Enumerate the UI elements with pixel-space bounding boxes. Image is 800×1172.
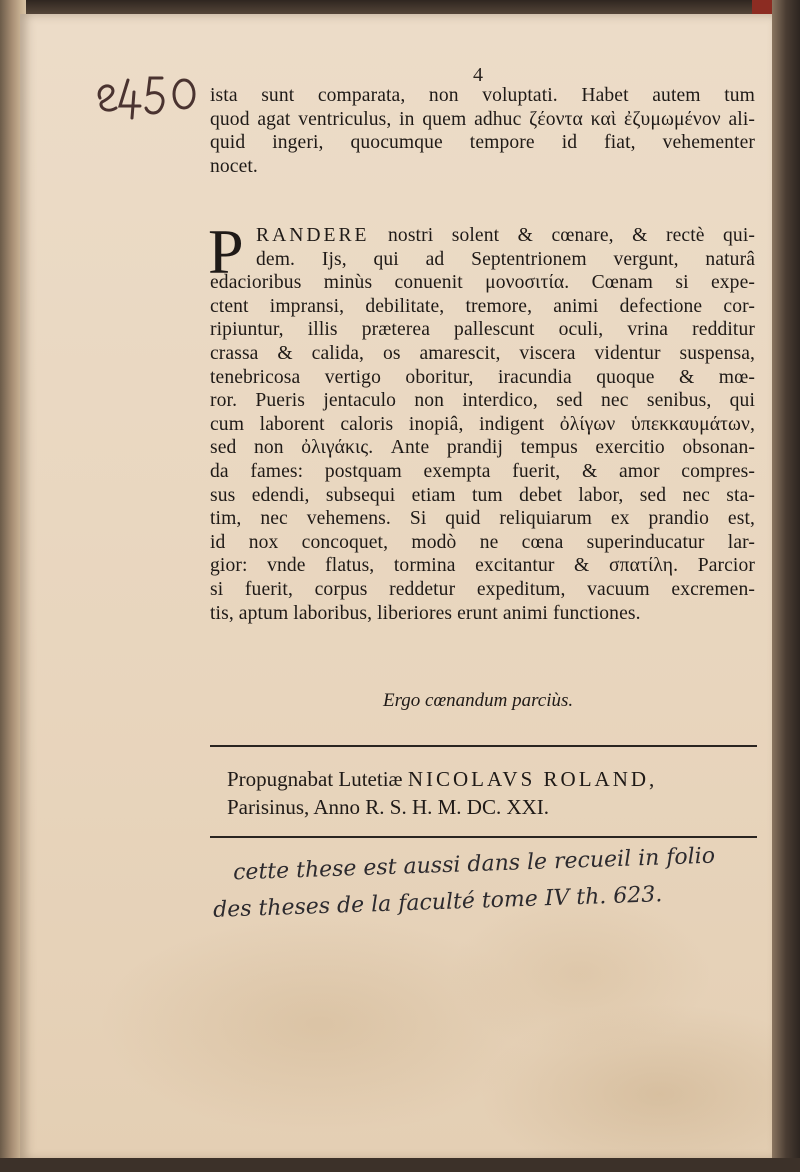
handwritten-line-1: cette these est aussi dans le recueil in folio bbox=[232, 843, 716, 886]
book-right-edge bbox=[772, 0, 800, 1172]
page-number: 4 bbox=[473, 64, 483, 86]
text-line: tis, aptum laboribus, liberiores erunt animi functiones. bbox=[210, 602, 641, 624]
text-line: tenebricosa vertigo oboritur, iracundia quoque & mœ- bbox=[210, 366, 755, 388]
handwritten-line-2: des theses de la faculté tome IV th. 623. bbox=[212, 882, 663, 923]
first-line-rest: nostri solent & cœnare, & rectè qui- bbox=[388, 225, 755, 246]
text-line: ripiuntur, illis præterea pallescunt oculi, vrina redditur bbox=[210, 319, 755, 341]
text-line: crassa & calida, os amarescit, viscera videntur suspensa, bbox=[210, 342, 755, 364]
first-word: RANDERE bbox=[256, 225, 370, 246]
divider-rule bbox=[210, 745, 757, 747]
text-line: ctent impransi, debilitate, tremore, animi defectione cor- bbox=[210, 295, 755, 317]
text-line: da fames: postquam exempta fuerit, & amor compres- bbox=[210, 460, 755, 482]
text-line: id nox concoquet, modò ne cœna superinducatur lar- bbox=[210, 531, 755, 553]
paragraph-2 bbox=[208, 216, 755, 625]
book-bottom-edge bbox=[0, 1158, 800, 1172]
text-line: quid ingeri, quocumque tempore id fiat, vehementer bbox=[210, 132, 755, 154]
text-line: gior: vnde flatus, tormina excitantur & σπατίλη. Parcior bbox=[210, 555, 755, 577]
text-line: sed non ὀλιγάκις. Ante prandij tempus exercitio obsonan- bbox=[210, 437, 755, 459]
text-line: nocet. bbox=[210, 155, 258, 177]
text-line: dem. Ijs, qui ad Septentrionem vergunt, naturâ bbox=[256, 248, 755, 270]
imprint-line-2: Parisinus, Anno R. S. H. M. DC. XXI. bbox=[227, 795, 550, 819]
text-line: si fuerit, corpus reddetur expeditum, vacuum excremen- bbox=[210, 578, 755, 600]
imprint-line-1 bbox=[227, 765, 747, 793]
text-line: tim, nec vehemens. Si quid reliquiarum ex prandio est, bbox=[210, 508, 755, 530]
text-line: quod agat ventriculus, in quem adhuc ζέοντα καὶ ἐζυμωμένον ali- bbox=[210, 108, 755, 130]
text-line: ror. Pueris jentaculo non interdico, sed nec senibus, qui bbox=[210, 390, 755, 412]
imprint-prefix: Propugnabat Lutetiæ bbox=[227, 767, 403, 791]
drop-capital: P bbox=[208, 216, 244, 287]
text-line: edacioribus minùs conuenit μονοσιτία. Cœnam si expe- bbox=[210, 272, 755, 294]
imprint bbox=[227, 765, 747, 821]
text-line: ista sunt comparata, non voluptati. Habet autem tum bbox=[210, 85, 755, 106]
manuscript-number-mark bbox=[92, 72, 202, 124]
imprint-author: NICOLAVS ROLAND, bbox=[407, 767, 658, 791]
text-line: cum laborent caloris inopiâ, indigent ὀλίγων ὑπεκκαυμάτων, bbox=[210, 413, 755, 435]
conclusion-line: Ergo cœnandum parciùs. bbox=[383, 690, 574, 711]
text-line bbox=[210, 224, 755, 248]
paragraph-1 bbox=[210, 84, 755, 178]
handwritten-note bbox=[205, 838, 770, 948]
text-line: sus edendi, subsequi etiam tum debet labor, sed nec sta- bbox=[210, 484, 755, 506]
